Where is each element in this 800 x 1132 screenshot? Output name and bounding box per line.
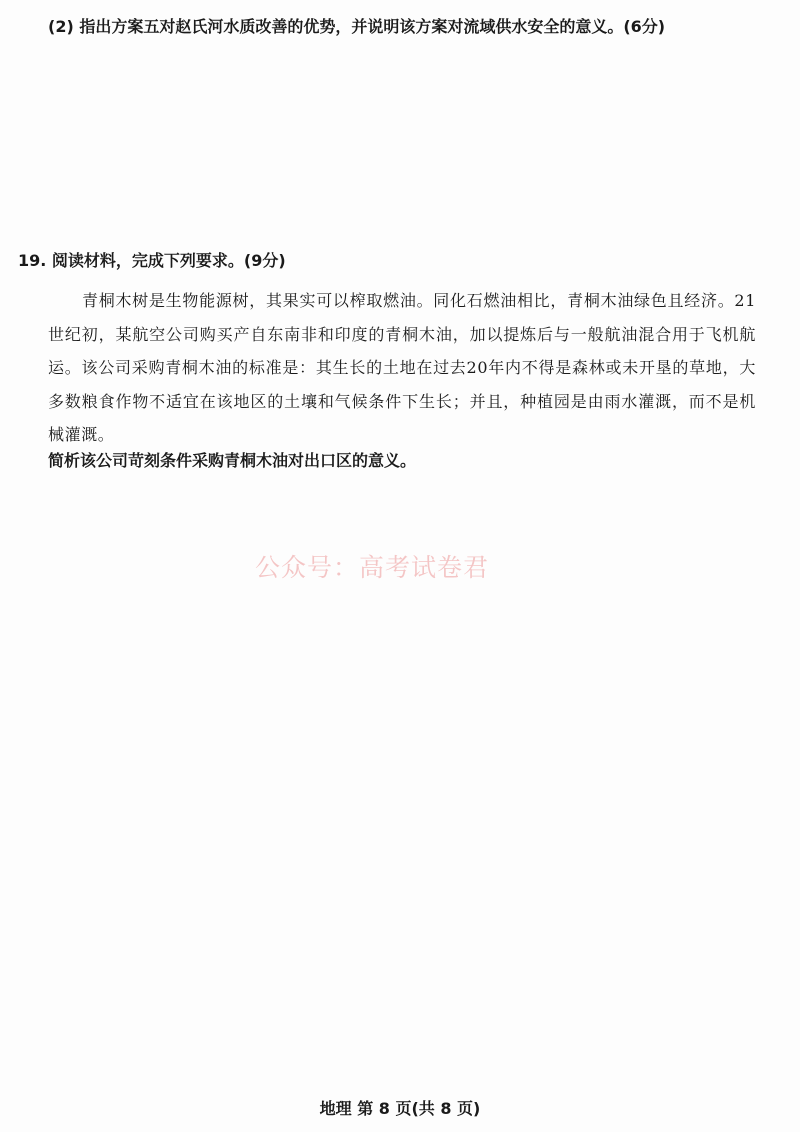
question-19-heading: 19. 阅读材料，完成下列要求。(9分) (18, 251, 286, 270)
page-footer: 地理 第 8 页(共 8 页) (319, 1099, 481, 1118)
question-2-prompt: (2) 指出方案五对赵氏河水质改善的优势，并说明该方案对流域供水安全的意义。(6分) (48, 17, 666, 36)
watermark-text: 公众号：高考试卷君 (255, 553, 490, 582)
question-19-material: 青桐木树是生物能源树，其果实可以榨取燃油。同化石燃油相比，青桐木油绿色且经济。21世纪初，某航空公司购买产自东南非和印度的青桐木油，加以提炼后与一般航油混合用于飞机航运。该公司采购青桐木油的标准是：其生长的土地在过去20年内不得是森林或未开垦的草地，大多数粮食作物不适宜在该地区的土壤和气候条件下生长；并且，种植园是由雨水灌溉，而不是机械灌溉。 (48, 291, 756, 444)
question-19-task: 简析该公司苛刻条件采购青桐木油对出口区的意义。 (48, 451, 417, 470)
